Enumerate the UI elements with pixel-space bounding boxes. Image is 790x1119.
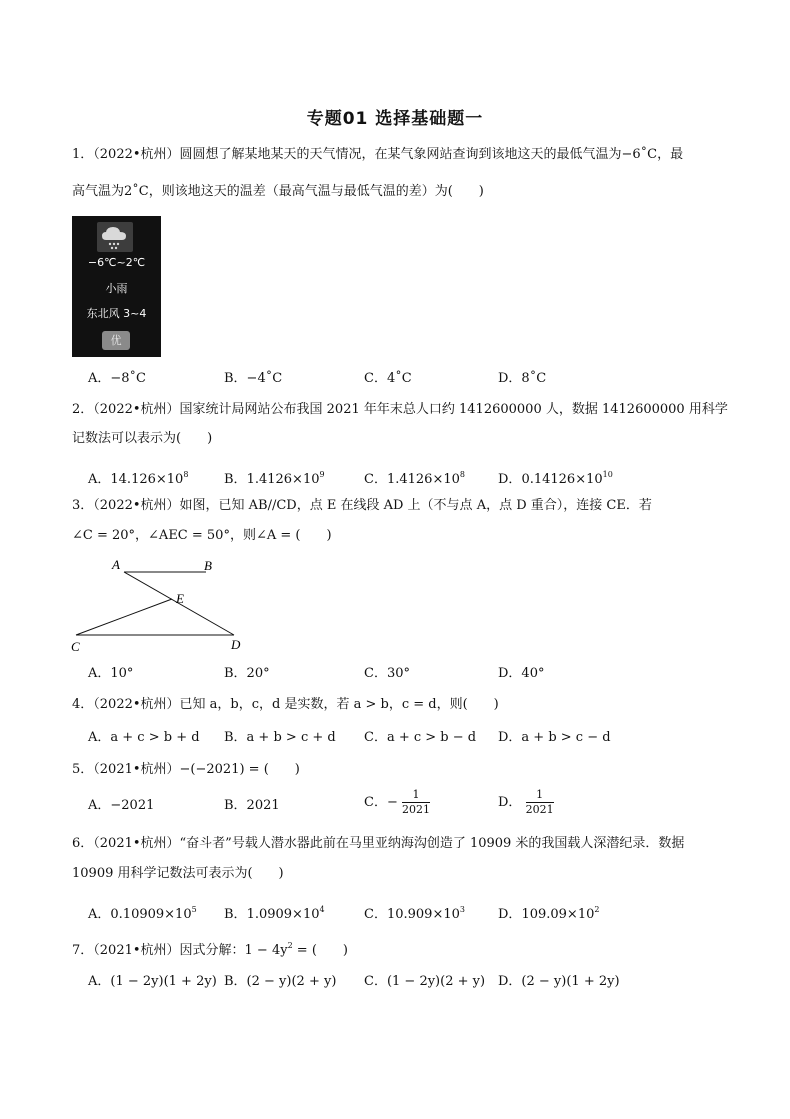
q6-option-a: A．$0.10909\times 10^5$ [88,905,197,922]
fraction: $\frac{1}{2021}$ [525,788,554,816]
question-5-line-1: 5．（2021•杭州）−(−2021) = ( ) [72,762,300,777]
question-3-line-2: ∠C = 20°，∠AEC = 50°，则∠A = ( ) [72,528,332,543]
question-6-line-1: 6．（2021•杭州）“奋斗者”号载人潜水器此前在马里亚纳海沟创造了 10909 米的我国载人深潜纪录．数据 [72,836,685,851]
q4-option-b: B．a + b > c + d [224,730,336,745]
label-c: C [71,639,80,654]
q3-option-b: B．20° [224,666,270,681]
label-d: D [231,637,241,652]
q3-option-a: A．10° [88,666,134,681]
label-e: E [176,591,184,606]
fraction: $\frac{1}{2021}$ [401,788,430,816]
page-title: 专题01 选择基础题一 [306,109,484,129]
q1-option-b: B．−4˚C [224,371,283,386]
q3-option-d: D．40° [498,666,545,681]
question-1-line-1: 1．（2022•杭州）圆圆想了解某地某天的天气情况，在某气象网站查询到该地这天的最低气温为−6˚C，最 [72,147,684,162]
q5-option-b: B．2021 [224,798,280,813]
q2-option-b: B．$1.4126\times 10^9$ [224,470,325,487]
q3-option-c: C．30° [364,666,410,681]
label-b: B [204,558,212,573]
q1-option-c: C．4˚C [364,371,412,386]
air-quality-badge: 优 [102,331,130,350]
rain-cloud-icon [97,222,133,252]
question-3-line-1: 3．（2022•杭州）如图，已知 AB//CD，点 E 在线段 AD 上（不与点 A，点 D 重合），连接 CE．若 [72,498,652,513]
segment-ce [76,599,172,635]
weather-wind: 东北风 3~4 [86,307,147,320]
question-4-line-1: 4．（2022•杭州）已知 a，b，c，d 是实数，若 a > b，c = d，则( ) [72,697,499,712]
weather-card [72,216,161,357]
geometry-figure [68,555,258,655]
q5-option-d: D． $\frac{1}{2021}$ [498,788,554,816]
question-7-line-1: 7．（2021•杭州）因式分解：$1 - 4y^2$ = ( ) [72,941,348,958]
question-2-line-2: 记数法可以表示为( ) [72,431,213,446]
question-6-line-2: 10909 用科学记数法可表示为( ) [72,866,284,881]
weather-condition: 小雨 [105,282,128,295]
q7-option-a: A．(1 − 2y)(1 + 2y) [88,974,217,989]
q2-option-a: A．$14.126\times 10^8$ [88,470,189,487]
weather-temperature: −6℃~2℃ [87,256,146,269]
q4-option-d: D．a + b > c − d [498,730,611,745]
q1-option-a: A．−8˚C [88,371,146,386]
label-a: A [112,557,120,572]
q5-option-c: C．− $\frac{1}{2021}$ [364,788,430,816]
question-2-line-1: 2．（2022•杭州）国家统计局网站公布我国 2021 年年末总人口约 1412600000 人，数据 1412600000 用科学 [72,402,728,417]
q2-option-d: D．$0.14126\times 10^{10}$ [498,470,613,487]
q6-option-b: B．$1.0909\times 10^4$ [224,905,325,922]
q1-option-d: D．8˚C [498,371,547,386]
q6-option-d: D．$109.09\times 10^2$ [498,905,600,922]
q2-option-c: C．$1.4126\times 10^8$ [364,470,465,487]
q5-option-a: A．−2021 [88,798,155,813]
q7-option-d: D．(2 − y)(1 + 2y) [498,974,620,989]
q4-option-a: A．a + c > b + d [88,730,200,745]
q7-option-c: C．(1 − 2y)(2 + y) [364,974,486,989]
q7-option-b: B．(2 − y)(2 + y) [224,974,337,989]
question-1-line-2: 高气温为2˚C，则该地这天的温差（最高气温与最低气温的差）为( ) [72,184,484,199]
q4-option-c: C．a + c > b − d [364,730,477,745]
q6-option-c: C．$10.909\times 10^3$ [364,905,465,922]
